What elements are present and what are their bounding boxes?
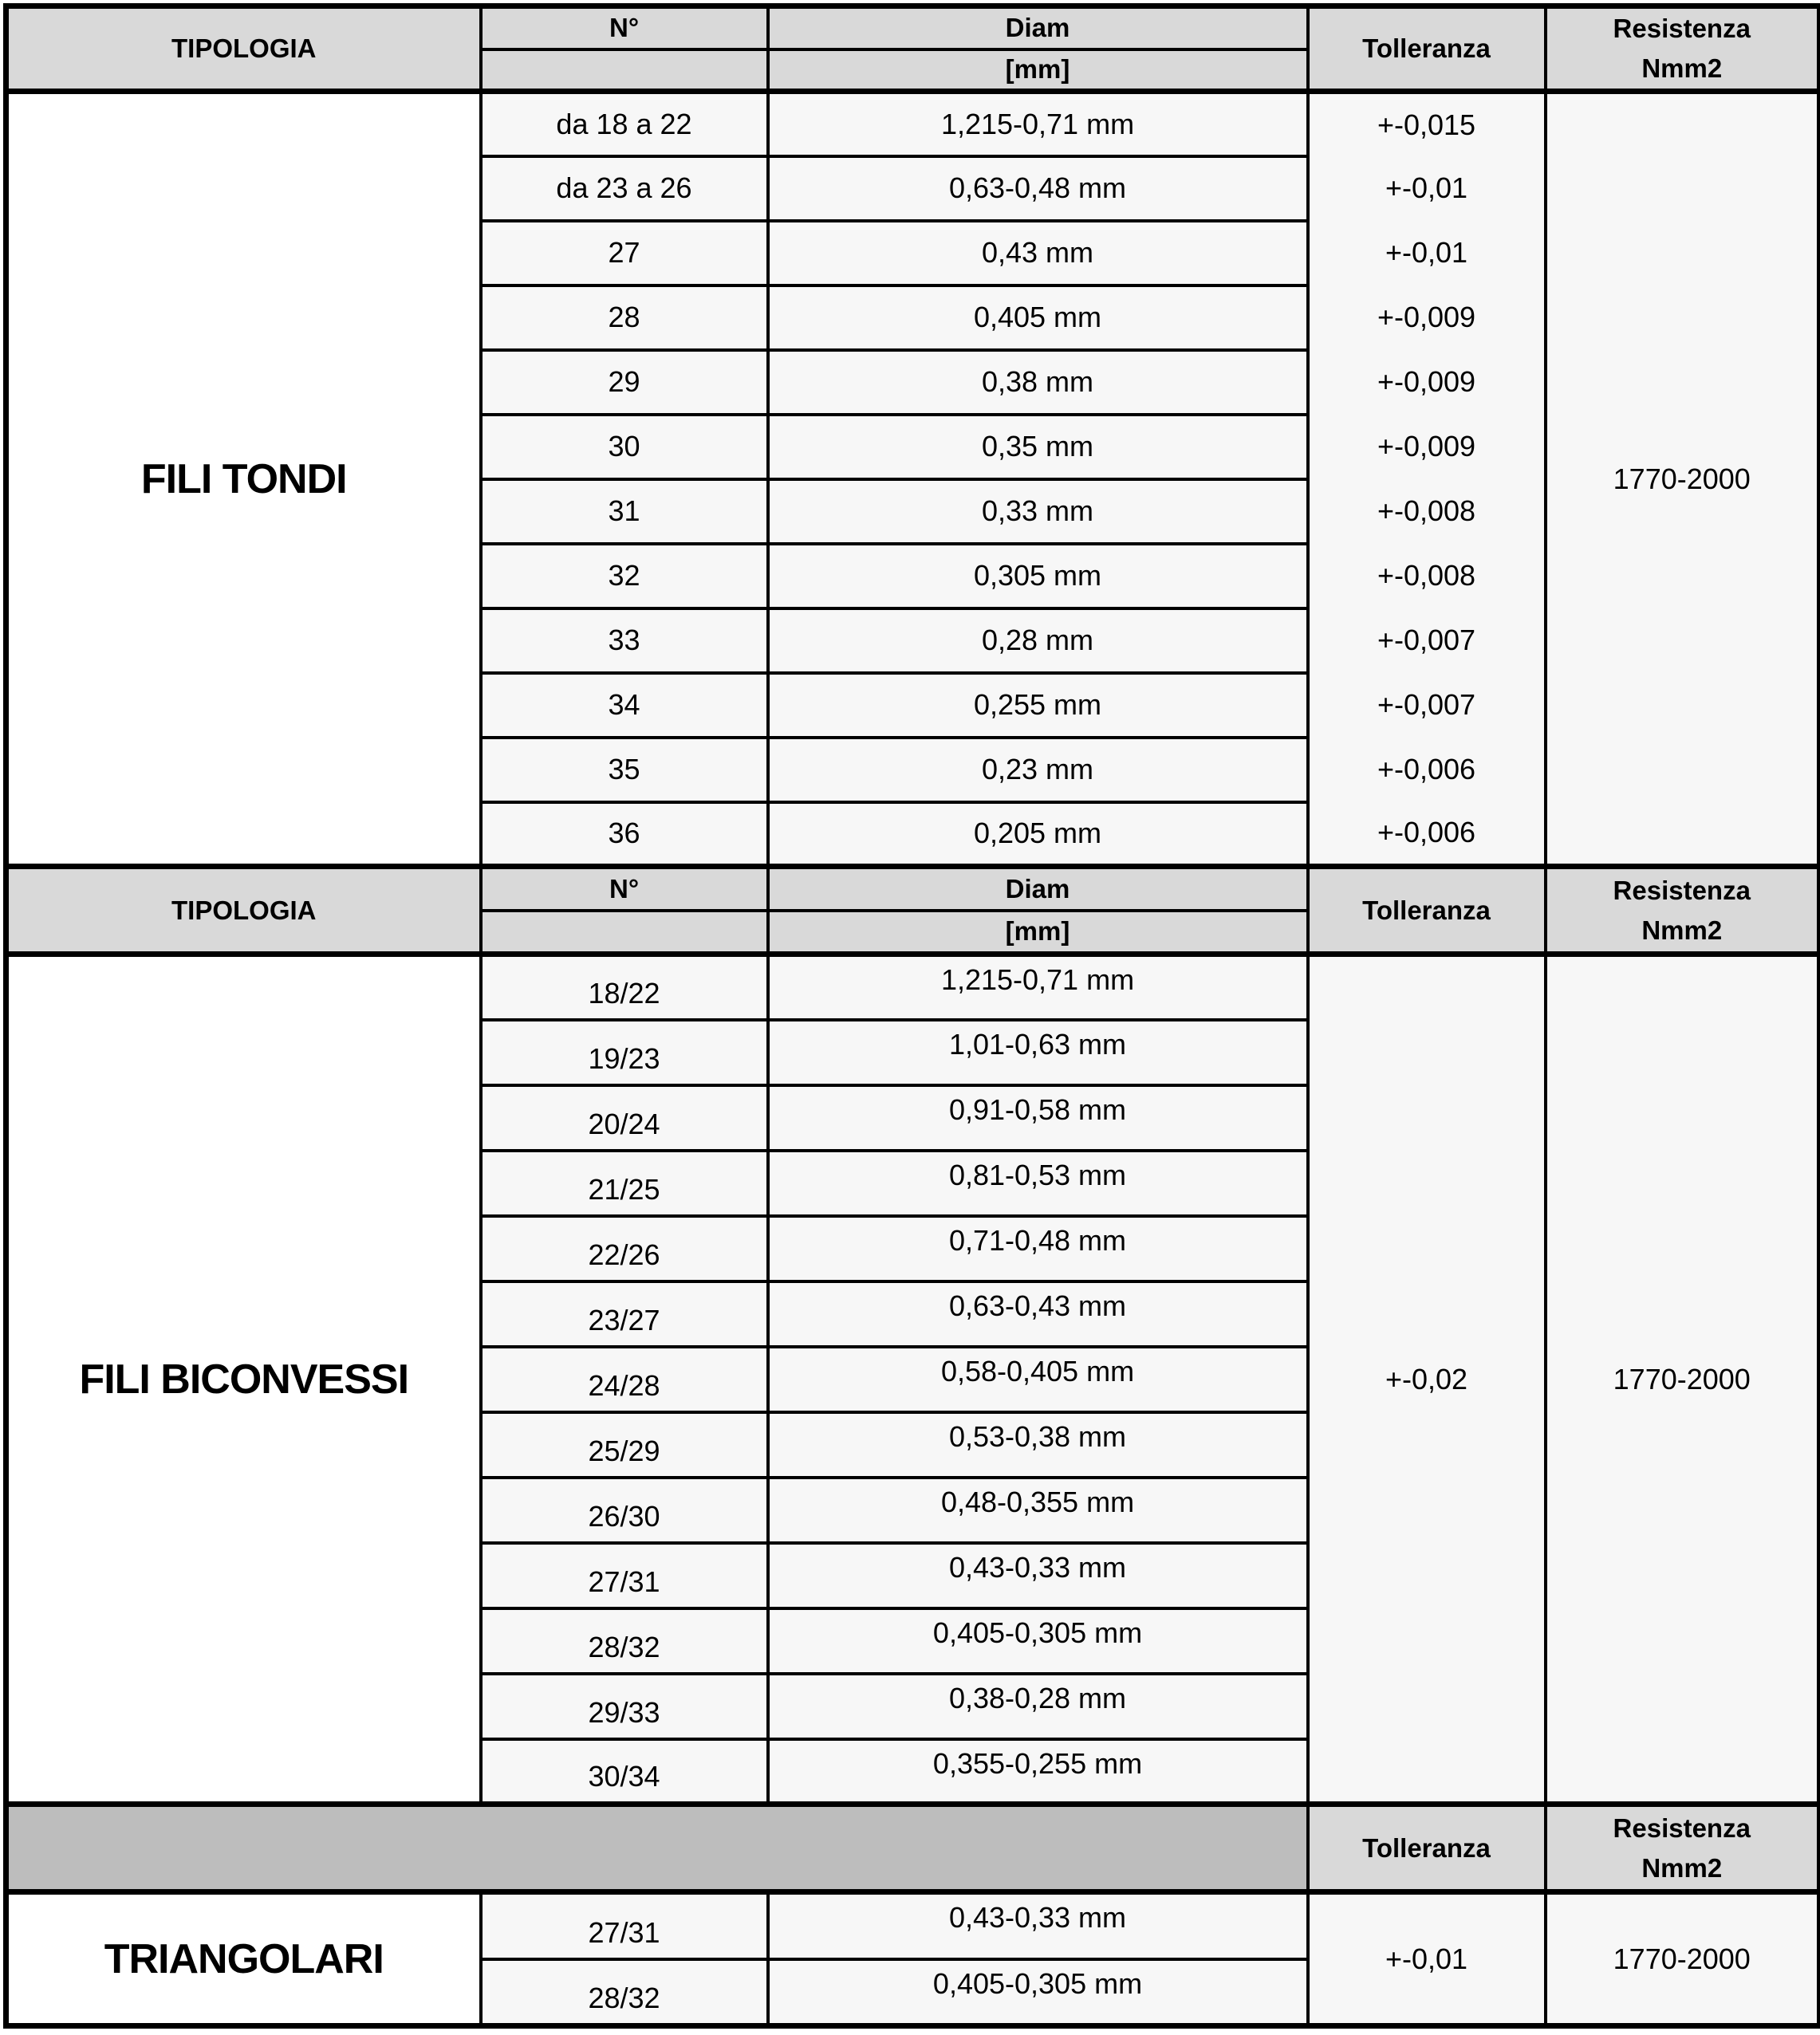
diam-cell: 1,215-0,71 mm bbox=[768, 92, 1308, 156]
diam-cell: 0,91-0,58 mm bbox=[768, 1085, 1308, 1151]
header-resistenza bbox=[1546, 1805, 1820, 1892]
diam-cell: 0,205 mm bbox=[768, 802, 1308, 867]
header-resistenza-line1: Resistenza bbox=[1613, 14, 1751, 43]
diam-cell: 0,43 mm bbox=[768, 221, 1308, 285]
diam-cell: 0,71-0,48 mm bbox=[768, 1216, 1308, 1281]
diam-cell: 1,215-0,71 mm bbox=[768, 955, 1308, 1020]
resistenza-cell: 1770-2000 bbox=[1546, 92, 1820, 867]
diam-cell: 0,38 mm bbox=[768, 350, 1308, 415]
table-header-row bbox=[6, 1805, 1820, 1892]
resistenza-cell: 1770-2000 bbox=[1546, 955, 1820, 1805]
resistenza-cell: 1770-2000 bbox=[1546, 1892, 1820, 2026]
n-cell: 27/31 bbox=[481, 1543, 768, 1608]
diam-cell: 0,355-0,255 mm bbox=[768, 1739, 1308, 1805]
n-cell: 36 bbox=[481, 802, 768, 867]
header-resistenza-line1: Resistenza bbox=[1613, 875, 1751, 905]
section-title-triangolari: TRIANGOLARI bbox=[6, 1892, 481, 2026]
n-cell: da 23 a 26 bbox=[481, 156, 768, 221]
diam-cell: 0,38-0,28 mm bbox=[768, 1674, 1308, 1739]
n-cell: 31 bbox=[481, 479, 768, 544]
diam-cell: 0,35 mm bbox=[768, 415, 1308, 479]
header-diam: Diam bbox=[768, 6, 1308, 49]
n-cell: 29 bbox=[481, 350, 768, 415]
header-tipologia: TIPOLOGIA bbox=[6, 6, 481, 92]
header-mm: [mm] bbox=[768, 911, 1308, 955]
diam-cell: 0,43-0,33 mm bbox=[768, 1892, 1308, 1959]
tolleranza-cell: +-0,009 bbox=[1308, 350, 1546, 415]
header-resistenza bbox=[1546, 867, 1820, 955]
table-header-row bbox=[6, 6, 1820, 49]
diam-cell: 0,63-0,48 mm bbox=[768, 156, 1308, 221]
tolleranza-cell: +-0,009 bbox=[1308, 415, 1546, 479]
tolleranza-cell: +-0,007 bbox=[1308, 608, 1546, 673]
tolleranza-cell: +-0,006 bbox=[1308, 802, 1546, 867]
n-cell: 26/30 bbox=[481, 1478, 768, 1543]
diam-cell: 0,48-0,355 mm bbox=[768, 1478, 1308, 1543]
n-cell: 19/23 bbox=[481, 1020, 768, 1085]
n-cell: 35 bbox=[481, 738, 768, 802]
diam-cell: 0,405-0,305 mm bbox=[768, 1608, 1308, 1674]
header-resistenza-line2: Nmm2 bbox=[1641, 53, 1723, 83]
wire-specifications-table bbox=[3, 3, 1820, 2029]
header-tolleranza: Tolleranza bbox=[1308, 6, 1546, 92]
table-row bbox=[6, 1892, 1820, 1959]
table-header-row bbox=[6, 867, 1820, 911]
diam-cell: 0,28 mm bbox=[768, 608, 1308, 673]
n-cell: 29/33 bbox=[481, 1674, 768, 1739]
tolleranza-cell: +-0,006 bbox=[1308, 738, 1546, 802]
diam-cell: 0,63-0,43 mm bbox=[768, 1281, 1308, 1347]
header-n: N° bbox=[481, 867, 768, 911]
diam-cell: 0,305 mm bbox=[768, 544, 1308, 608]
n-cell: 21/25 bbox=[481, 1151, 768, 1216]
n-cell: 30/34 bbox=[481, 1739, 768, 1805]
n-cell: 18/22 bbox=[481, 955, 768, 1020]
header-resistenza-line2: Nmm2 bbox=[1641, 915, 1723, 945]
diam-cell: 0,58-0,405 mm bbox=[768, 1347, 1308, 1412]
n-cell: 33 bbox=[481, 608, 768, 673]
diam-cell: 0,405-0,305 mm bbox=[768, 1959, 1308, 2026]
header-blank-band bbox=[6, 1805, 1308, 1892]
header-n: N° bbox=[481, 6, 768, 49]
tolleranza-cell: +-0,01 bbox=[1308, 156, 1546, 221]
tolleranza-cell: +-0,007 bbox=[1308, 673, 1546, 738]
tolleranza-cell: +-0,015 bbox=[1308, 92, 1546, 156]
header-diam: Diam bbox=[768, 867, 1308, 911]
header-resistenza-line1: Resistenza bbox=[1613, 1813, 1751, 1843]
n-cell: 28/32 bbox=[481, 1959, 768, 2026]
n-cell: 34 bbox=[481, 673, 768, 738]
section-title-fili-biconvessi: FILI BICONVESSI bbox=[6, 955, 481, 1805]
n-cell: 27 bbox=[481, 221, 768, 285]
diam-cell: 0,405 mm bbox=[768, 285, 1308, 350]
header-resistenza bbox=[1546, 6, 1820, 92]
n-cell: 32 bbox=[481, 544, 768, 608]
header-mm: [mm] bbox=[768, 49, 1308, 92]
diam-cell: 0,23 mm bbox=[768, 738, 1308, 802]
tolleranza-cell: +-0,01 bbox=[1308, 1892, 1546, 2026]
n-cell: 20/24 bbox=[481, 1085, 768, 1151]
n-cell: 30 bbox=[481, 415, 768, 479]
n-cell: 25/29 bbox=[481, 1412, 768, 1478]
tolleranza-cell: +-0,01 bbox=[1308, 221, 1546, 285]
tolleranza-cell: +-0,02 bbox=[1308, 955, 1546, 1805]
n-cell: 28/32 bbox=[481, 1608, 768, 1674]
section-title-fili-tondi: FILI TONDI bbox=[6, 92, 481, 867]
diam-cell: 0,255 mm bbox=[768, 673, 1308, 738]
header-tolleranza: Tolleranza bbox=[1308, 1805, 1546, 1892]
header-tipologia: TIPOLOGIA bbox=[6, 867, 481, 955]
tolleranza-cell: +-0,009 bbox=[1308, 285, 1546, 350]
diam-cell: 0,53-0,38 mm bbox=[768, 1412, 1308, 1478]
header-n-empty bbox=[481, 911, 768, 955]
n-cell: 22/26 bbox=[481, 1216, 768, 1281]
n-cell: 28 bbox=[481, 285, 768, 350]
n-cell: da 18 a 22 bbox=[481, 92, 768, 156]
n-cell: 27/31 bbox=[481, 1892, 768, 1959]
table-row bbox=[6, 955, 1820, 1020]
diam-cell: 0,43-0,33 mm bbox=[768, 1543, 1308, 1608]
header-n-empty bbox=[481, 49, 768, 92]
n-cell: 23/27 bbox=[481, 1281, 768, 1347]
header-resistenza-line2: Nmm2 bbox=[1641, 1852, 1723, 1883]
table-row bbox=[6, 92, 1820, 156]
diam-cell: 1,01-0,63 mm bbox=[768, 1020, 1308, 1085]
tolleranza-cell: +-0,008 bbox=[1308, 544, 1546, 608]
header-tolleranza: Tolleranza bbox=[1308, 867, 1546, 955]
diam-cell: 0,81-0,53 mm bbox=[768, 1151, 1308, 1216]
n-cell: 24/28 bbox=[481, 1347, 768, 1412]
diam-cell: 0,33 mm bbox=[768, 479, 1308, 544]
tolleranza-cell: +-0,008 bbox=[1308, 479, 1546, 544]
